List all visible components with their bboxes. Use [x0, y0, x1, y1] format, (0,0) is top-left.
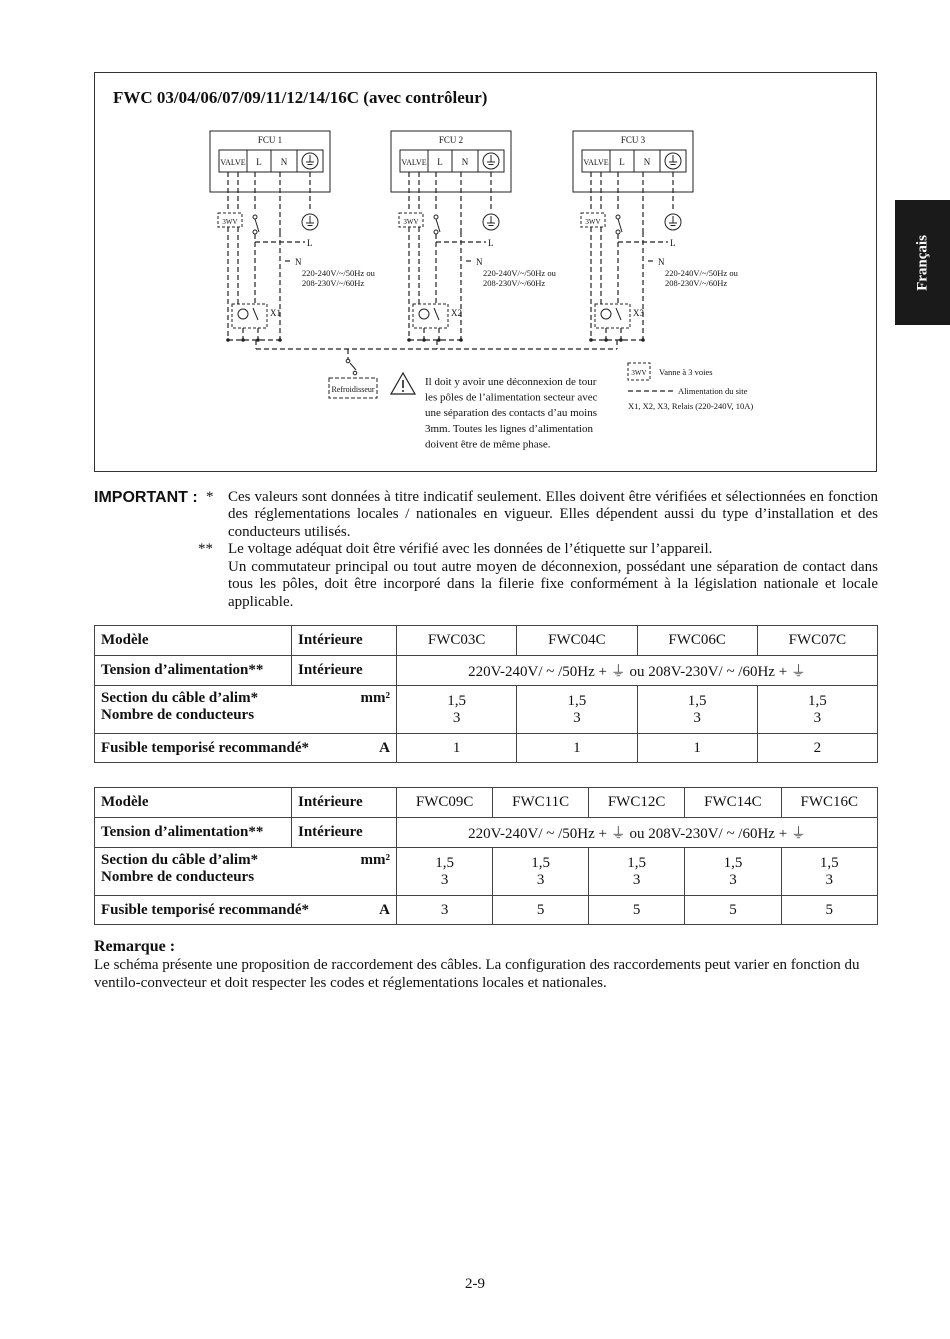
supply-rating-2: 208-230V/~/60Hz — [483, 278, 546, 288]
relay-box — [232, 304, 267, 328]
chiller-switch-blade — [350, 363, 356, 370]
model-cell: FWC07C — [757, 626, 877, 656]
fcu-label: FCU 2 — [438, 135, 464, 145]
junction-dot — [407, 338, 411, 342]
model-cell: FWC11C — [493, 788, 589, 818]
remark-text: Le schéma présente une proposition de raccordement des câbles. La configuration des raccordements peut varier en fonction du ventilo-convecteur et doit respecter les codes et réglementations locales et nationales. — [94, 957, 860, 991]
fuse-value: 3 — [397, 896, 493, 925]
cable-value: 1,5 — [447, 692, 466, 709]
warning-text-line: Il doit y avoir une déconnexion de tour — [425, 376, 597, 388]
warning-text-line: les pôles de l’alimentation secteur avec — [425, 391, 598, 404]
model-cell: FWC06C — [637, 626, 757, 656]
terminal-valve-label: VALVE — [401, 158, 427, 167]
supply-rating-2: 208-230V/~/60Hz — [665, 278, 728, 288]
junction-dot — [256, 338, 260, 342]
cable-label-cell — [95, 848, 397, 896]
junction-dot — [641, 338, 645, 342]
switch-contact — [616, 215, 620, 219]
relay-label: X2 — [451, 308, 462, 318]
switch-contact — [253, 215, 257, 219]
indoor-label: Intérieure — [292, 656, 397, 686]
fuse-value: 5 — [685, 896, 781, 925]
terminal-valve-label: VALVE — [583, 158, 609, 167]
conductor-value: 3 — [825, 871, 834, 888]
supply-rating-1: 220-240V/~/50Hz ou — [302, 268, 375, 278]
legend-valve-text: Vanne à 3 voies — [659, 367, 713, 377]
relay-label: X3 — [633, 308, 644, 318]
voltage-value: 220V-240V/ ~ /50Hz + ⏚ ou 208V-230V/ ~ /60Hz + ⏚ — [397, 818, 878, 848]
model-cell: FWC12C — [588, 788, 684, 818]
terminal-l-label: L — [256, 157, 262, 167]
model-cell: FWC16C — [781, 788, 877, 818]
fuse-value: 2 — [757, 734, 877, 763]
cable-label-cell — [95, 686, 397, 734]
fuse-value: 5 — [493, 896, 589, 925]
supply-n-label: N — [476, 257, 483, 267]
junction-dot — [241, 338, 245, 342]
table-row — [95, 686, 878, 734]
cable-value: 1,5 — [435, 854, 455, 871]
warning-icon-dot — [402, 390, 404, 392]
relay-box — [413, 304, 448, 328]
conductor-value: 3 — [452, 709, 461, 726]
cable-cell — [493, 848, 589, 896]
warning-text-line: une séparation des contacts d’au moins — [425, 407, 597, 420]
conductor-value: 3 — [729, 871, 737, 888]
model-cell: FWC14C — [685, 788, 781, 818]
page-number: 2-9 — [465, 1276, 485, 1292]
language-tab-label: Français — [914, 234, 930, 291]
table-row — [95, 896, 878, 925]
supply-l-label: L — [488, 238, 494, 248]
table-row — [95, 734, 878, 763]
fuse-value: 1 — [397, 734, 517, 763]
conductor-value: 3 — [440, 871, 449, 888]
cable-cell — [685, 848, 781, 896]
junction-dot — [604, 338, 608, 342]
legend-site-text: Alimentation du site — [678, 386, 748, 396]
unit-mm2: mm² — [360, 690, 390, 706]
indoor-header: Intérieure — [292, 626, 397, 656]
supply-n-label: N — [295, 257, 302, 267]
table-row — [95, 848, 878, 896]
model-cell: FWC09C — [397, 788, 493, 818]
valve-box-label: 3WV — [222, 218, 238, 226]
terminal-l-label: L — [437, 157, 443, 167]
supply-n-label: N — [658, 257, 665, 267]
conductor-value: 3 — [573, 709, 581, 726]
spec-table-1 — [94, 625, 878, 763]
valve-box-label: 3WV — [585, 218, 601, 226]
junction-dot — [437, 338, 441, 342]
warning-text-line: 3mm. Toutes les lignes d’alimentation — [425, 422, 593, 435]
cable-label: Section du câble d’alim* — [101, 852, 259, 868]
terminal-n-label: N — [280, 157, 288, 167]
switch-contact — [253, 230, 257, 234]
cable-value: 1,5 — [819, 854, 839, 871]
valve-box-label: 3WV — [403, 218, 419, 226]
indoor-header: Intérieure — [292, 788, 397, 818]
cable-cell — [588, 848, 684, 896]
junction-dot — [422, 338, 426, 342]
supply-rating-1: 220-240V/~/50Hz ou — [665, 268, 738, 278]
important-note-2: Le voltage adéquat doit être vérifié avec les données de l’étiquette sur l’appareil. — [228, 541, 713, 557]
fuse-value: 1 — [637, 734, 757, 763]
relay-box — [595, 304, 630, 328]
important-label: IMPORTANT : — [94, 489, 198, 506]
fuse-label-cell — [95, 734, 397, 763]
diagram-title: FWC 03/04/06/07/09/11/12/14/16C (avec contrôleur) — [113, 88, 488, 107]
chiller-switch-contact — [346, 359, 350, 363]
fuse-value: 5 — [781, 896, 877, 925]
important-note-1: Ces valeurs sont données à titre indicatif seulement. Elles doivent être vérifiées et sélectionnées en fonction des réglementations locales / nationales en vigueur. Elles dépendent aussi du type d’installation et des conducteurs utilisés. — [228, 489, 878, 540]
junction-dot — [619, 338, 623, 342]
terminal-valve-label: VALVE — [220, 158, 246, 167]
chiller-label: Refroidisseur — [331, 385, 375, 394]
legend-valve-key: 3WV — [631, 369, 647, 377]
legend-relay-text: X1, X2, X3, Relais (220-240V, 10A) — [628, 401, 754, 411]
conductors-label: Nombre de conducteurs — [101, 869, 255, 885]
footnote-mark-2: ** — [198, 541, 213, 557]
cable-cell — [781, 848, 877, 896]
switch-contact — [434, 230, 438, 234]
junction-dot — [589, 338, 593, 342]
model-header: Modèle — [95, 788, 292, 818]
switch-contact — [434, 215, 438, 219]
table-row — [95, 626, 878, 656]
language-tab — [895, 200, 950, 325]
chiller-switch-contact — [353, 371, 357, 375]
model-cell: FWC04C — [517, 626, 637, 656]
relay-label: X1 — [270, 308, 281, 318]
unit-mm2: mm² — [360, 852, 390, 868]
cable-label: Section du câble d’alim* — [101, 690, 259, 706]
cable-value: 1,5 — [808, 692, 827, 709]
fuse-label: Fusible temporisé recommandé* — [101, 901, 310, 918]
junction-dot — [226, 338, 230, 342]
fuse-value: 5 — [588, 896, 684, 925]
terminal-n-label: N — [461, 157, 469, 167]
cable-value: 1,5 — [567, 692, 587, 709]
conductor-value: 3 — [693, 709, 701, 726]
terminal-l-label: L — [619, 157, 625, 167]
conductor-value: 3 — [813, 709, 822, 726]
conductors-label: Nombre de conducteurs — [101, 707, 255, 723]
supply-rating-2: 208-230V/~/60Hz — [302, 278, 365, 288]
table-row — [95, 788, 878, 818]
model-cell: FWC03C — [397, 626, 517, 656]
cable-cell — [757, 686, 877, 734]
footnote-mark-1: * — [206, 489, 214, 505]
fcu-label: FCU 1 — [257, 135, 283, 145]
warning-text-line: doivent être de même phase. — [425, 438, 551, 451]
voltage-label: Tension d’alimentation** — [95, 818, 292, 848]
supply-l-label: L — [307, 238, 313, 248]
cable-cell — [397, 686, 517, 734]
wiring-diagram — [94, 72, 877, 472]
cable-cell — [637, 686, 757, 734]
fcu-label: FCU 3 — [620, 135, 646, 145]
terminal-n-label: N — [643, 157, 651, 167]
cable-value: 1,5 — [723, 854, 743, 871]
table-row — [95, 656, 878, 686]
cable-value: 1,5 — [531, 854, 550, 871]
switch-contact — [616, 230, 620, 234]
important-note-3: Un commutateur principal ou tout autre moyen de déconnexion, possédant une séparation de contact dans tous les pôles, doit être incorporé dans la filerie fixe conformément à la législation nationale et locale applicable. — [228, 559, 878, 610]
junction-dot — [278, 338, 282, 342]
supply-l-label: L — [670, 238, 676, 248]
table-row — [95, 818, 878, 848]
unit-a: A — [379, 739, 390, 756]
voltage-label: Tension d’alimentation** — [95, 656, 292, 686]
voltage-value: 220V-240V/ ~ /50Hz + ⏚ ou 208V-230V/ ~ /60Hz + ⏚ — [397, 656, 878, 686]
cable-value: 1,5 — [627, 854, 646, 871]
fuse-label-cell — [95, 896, 397, 925]
conductor-value: 3 — [632, 871, 641, 888]
cable-value: 1,5 — [687, 692, 707, 709]
junction-dot — [459, 338, 463, 342]
spec-table-2 — [94, 787, 878, 925]
remark-title: Remarque : — [94, 938, 176, 955]
cable-cell — [517, 686, 637, 734]
indoor-label: Intérieure — [292, 818, 397, 848]
unit-a: A — [379, 901, 390, 918]
cable-cell — [397, 848, 493, 896]
fuse-label: Fusible temporisé recommandé* — [101, 739, 310, 756]
fuse-value: 1 — [517, 734, 637, 763]
model-header: Modèle — [95, 626, 292, 656]
supply-rating-1: 220-240V/~/50Hz ou — [483, 268, 556, 278]
conductor-value: 3 — [536, 871, 545, 888]
